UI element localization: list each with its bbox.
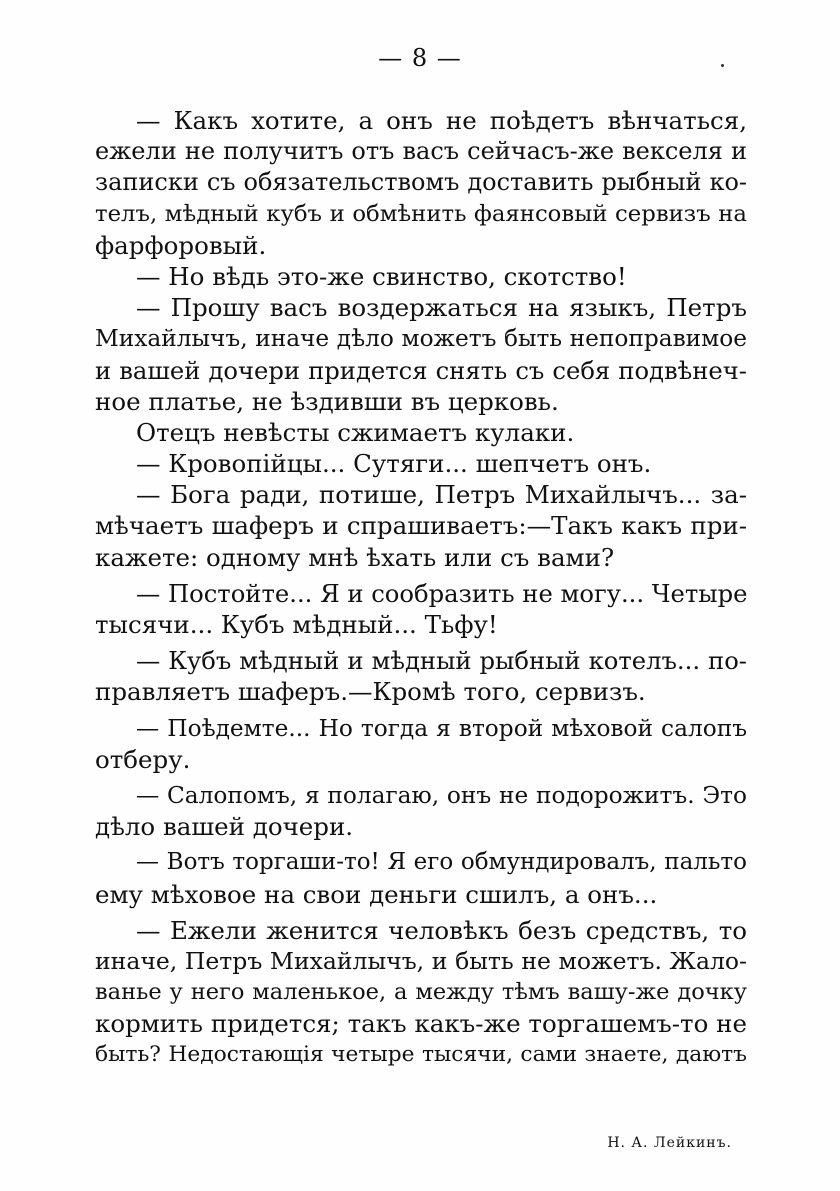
text-line: телъ, мѣдный кубъ и обмѣнить фаянсовый сервизъ на [95, 200, 747, 227]
text-line: Отецъ невѣсты сжимаетъ кулаки. [136, 417, 575, 447]
text-line: ему мѣховое на свои деньги сшилъ, а онъ... [95, 879, 658, 909]
text-line: ное платье, не ѣздивши въ церковь. [95, 386, 559, 416]
text-line: ванье у него маленькое, а между тѣмъ вашу-же дочку [95, 979, 747, 1006]
body-text [95, 105, 747, 1071]
text-line: дѣло вашей дочери. [95, 812, 354, 842]
text-line: — Кровопійцы... Сутяги... шепчетъ онъ. [136, 449, 652, 479]
page-number: — 8 — [378, 44, 462, 72]
text-line: правляетъ шаферъ.—Кромѣ того, сервизъ. [95, 677, 646, 707]
text-line: — Какъ хотите, а онъ не поѣдетъ вѣнчаться, [136, 106, 747, 135]
text-line: — Постойте... Я и сообразить не могу... Четыре [136, 578, 747, 608]
text-line: — Ежели женится человѣкъ безъ средствъ, то [136, 915, 747, 945]
text-line: и вашей дочери придется снять съ себя подвѣнеч- [95, 355, 747, 385]
print-speck [721, 64, 724, 67]
text-line: отберу. [95, 744, 191, 774]
text-line: — Вотъ торгаши-то! Я его обмундировалъ, пальто [136, 849, 747, 876]
text-line: Михайлычъ, иначе дѣло можетъ быть непоправимое [95, 325, 747, 353]
text-line: быть? Недостающія четыре тысячи, сами знаете, даютъ [95, 1042, 747, 1068]
text-line: кормить придется; такъ какъ-же торгашемъ-то не [95, 1009, 747, 1039]
text-line: — Прошу васъ воздержаться на языкъ, Петръ [136, 293, 747, 323]
text-line: иначе, Петръ Михайлычъ, и быть не можетъ. Жало- [95, 946, 747, 975]
text-line: — Бога ради, потише, Петръ Михайлычъ... за- [136, 480, 747, 510]
text-line: — Поѣдемте... Но тогда я второй мѣховой салопъ [136, 714, 747, 742]
text-line: записки съ обязательствомъ доставить рыбный ко- [95, 168, 747, 197]
text-line: — Но вѣдь это-же свинство, скотство! [136, 261, 627, 291]
printer-signature: Н. А. Лейкинъ. [607, 1135, 732, 1151]
text-line: ежели не получитъ отъ васъ сейчасъ-же векселя и [95, 137, 747, 166]
text-line: тысячи... Кубъ мѣдный... Тьфу! [95, 610, 498, 639]
text-line: — Салопомъ, я полагаю, онъ не подорожитъ. Это [136, 781, 747, 809]
text-line: — Кубъ мѣдный и мѣдный рыбный котелъ... по- [136, 646, 747, 676]
text-line: кажете: одному мнѣ ѣхать или съ вами? [95, 542, 615, 572]
text-line: мѣчаетъ шаферъ и спрашиваетъ:—Такъ какъ при- [95, 511, 747, 541]
text-line: фарфоровый. [95, 230, 267, 260]
